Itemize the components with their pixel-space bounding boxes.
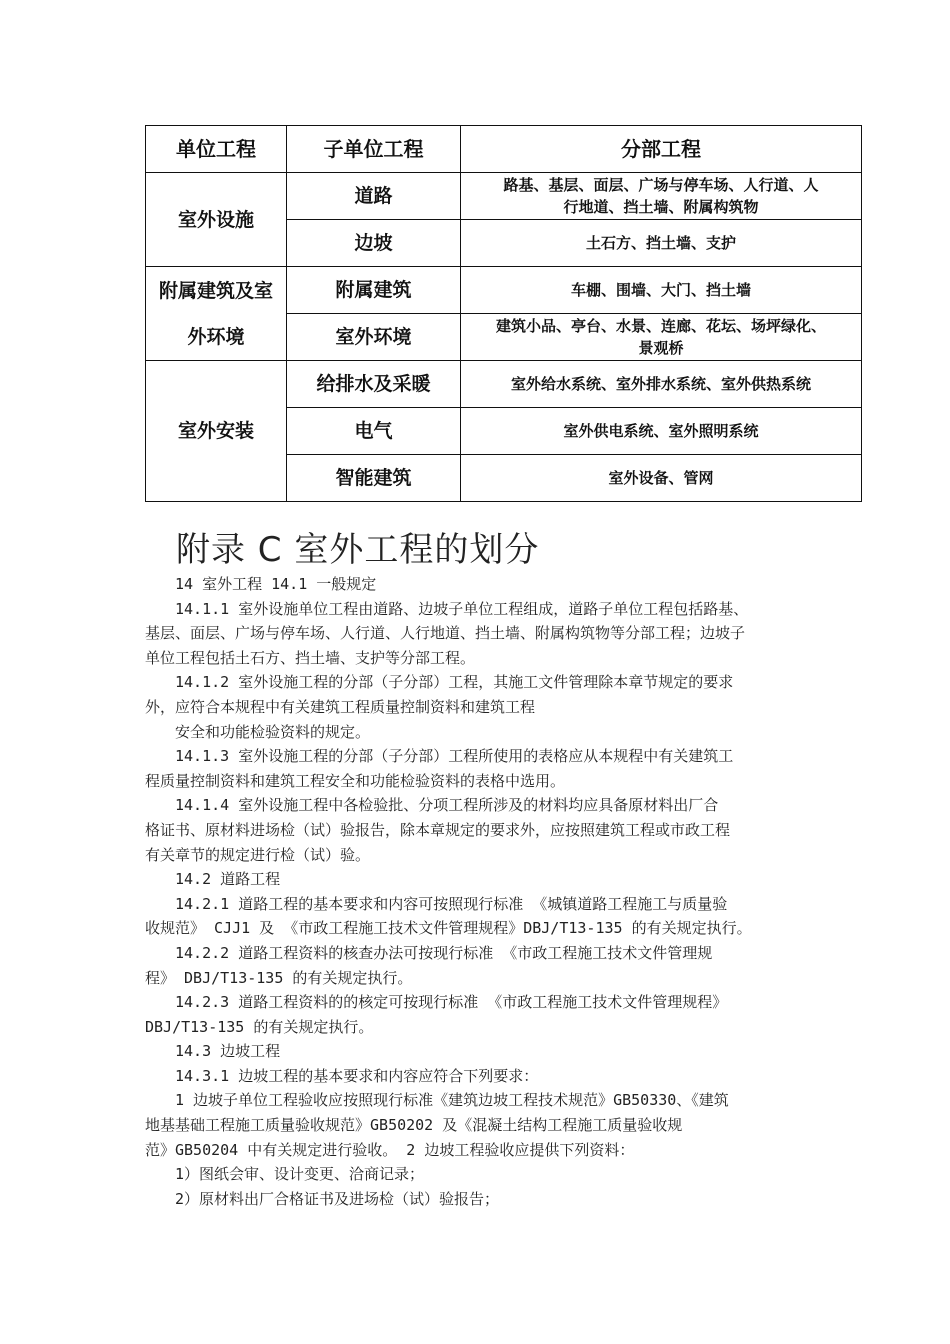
unit-project-line: 室外安装 [177,420,254,442]
unit-project-line: 外环境 [187,325,245,348]
divisional-work-line: 土石方、挡土墙、支护 [585,234,736,252]
divisional-work-line: 室外供电系统、室外照明系统 [563,422,759,440]
sub-unit-cell: 电气 [287,408,461,455]
divisional-work-cell [461,173,862,220]
divisional-work-line: 建筑小品、亭台、水景、连廊、花坛、场坪绿化、 [495,317,826,335]
text-line: 程质量控制资料和建筑工程安全和功能检验资料的表格中选用。 [145,771,566,790]
text-line: 程》 DBJ/T13-135 的有关规定执行。 [145,968,413,987]
text-line: DBJ/T13-135 的有关规定执行。 [145,1017,374,1036]
divisional-work-line: 车棚、围墙、大门、挡土墙 [570,281,751,299]
sub-unit-cell: 室外环境 [287,314,461,361]
table-header-row [146,126,862,173]
table-row [146,267,862,314]
text-line: 有关章节的规定进行检（试）验。 [145,845,371,864]
text-line: 14.2.2 道路工程资料的核查办法可按现行标准 《市政工程施工技术文件管理规 [175,943,713,962]
table-row [146,361,862,408]
divisional-work-line: 室外设备、管网 [608,469,714,487]
sub-unit-cell: 附属建筑 [287,267,461,314]
text-line: 范》GB50204 中有关规定进行验收。 2 边坡工程验收应提供下列资料： [145,1140,635,1159]
text-line: 基层、面层、广场与停车场、人行道、人行地道、挡土墙、附属构筑物等分部工程；边坡子 [145,624,746,643]
divisional-work-line: 路基、基层、面层、广场与停车场、人行道、人 [503,176,819,194]
body-text [145,572,825,1211]
table-row [146,173,862,220]
text-line: 14.3 边坡工程 [175,1042,281,1061]
sub-unit-cell: 智能建筑 [287,455,461,502]
text-line: 14.1.1 室外设施单位工程由道路、边坡子单位工程组成，道路子单位工程包括路基、 [175,599,749,618]
text-line: 14.3.1 边坡工程的基本要求和内容应符合下列要求： [175,1066,539,1085]
divisional-work-line: 室外给水系统、室外排水系统、室外供热系统 [510,375,811,393]
unit-project-line: 室外设施 [177,208,254,231]
text-line: 1）图纸会审、设计变更、洽商记录； [175,1165,425,1184]
column-header: 分部工程 [461,126,862,173]
text-line: 安全和功能检验资料的规定。 [175,722,371,741]
text-line: 单位工程包括土石方、挡土墙、支护等分部工程。 [145,648,476,667]
unit-project-cell [146,361,287,502]
text-line: 收规范》 CJJ1 及 《市政工程施工技术文件管理规程》DBJ/T13-135 的有关规定执行。 [145,919,752,938]
text-line: 14.2 道路工程 [175,870,281,889]
text-line: 14.1.4 室外设施工程中各检验批、分项工程所涉及的材料均应具备原材料出厂合 [175,796,719,815]
sub-unit-cell: 边坡 [287,220,461,267]
text-line: 1 边坡子单位工程验收应按照现行标准《建筑边坡工程技术规范》GB50330、《建筑 [175,1091,729,1110]
column-header: 子单位工程 [287,126,461,173]
text-line: 格证书、原材料进场检（试）验报告，除本章规定的要求外，应按照建筑工程或市政工程 [145,820,731,839]
text-line: 14.1.3 室外设施工程的分部（子分部）工程所使用的表格应从本规程中有关建筑工 [175,747,734,766]
text-line: 14.1.2 室外设施工程的分部（子分部）工程，其施工文件管理除本章节规定的要求 [175,673,734,692]
divisional-work-cell [461,267,862,314]
divisional-work-line: 景观桥 [638,339,684,357]
divisional-work-cell [461,361,862,408]
unit-project-line: 附属建筑及室 [158,279,273,302]
sub-unit-cell: 给排水及采暖 [287,361,461,408]
column-header: 单位工程 [146,126,287,173]
sub-unit-cell: 道路 [287,173,461,220]
text-line: 14 室外工程 14.1 一般规定 [175,575,377,593]
appendix-title: 附录 C 室外工程的划分 [176,530,540,570]
division-table [145,125,862,502]
unit-project-cell [146,173,287,267]
text-line: 2）原材料出厂合格证书及进场检（试）验报告； [175,1189,500,1208]
divisional-work-cell [461,455,862,502]
text-line: 14.2.3 道路工程资料的的核定可按现行标准 《市政工程施工技术文件管理规程》 [175,993,728,1012]
text-line: 14.2.1 道路工程的基本要求和内容可按照现行标准 《城镇道路工程施工与质量验 [175,894,728,913]
unit-project-cell [146,267,287,361]
divisional-work-line: 行地道、挡土墙、附属构筑物 [563,198,759,216]
text-line: 地基基础工程施工质量验收规范》GB50202 及《混凝土结构工程施工质量验收规 [145,1116,683,1135]
divisional-work-cell [461,220,862,267]
text-line: 外，应符合本规程中有关建筑工程质量控制资料和建筑工程 [145,697,536,716]
divisional-work-cell [461,314,862,361]
divisional-work-cell [461,408,862,455]
